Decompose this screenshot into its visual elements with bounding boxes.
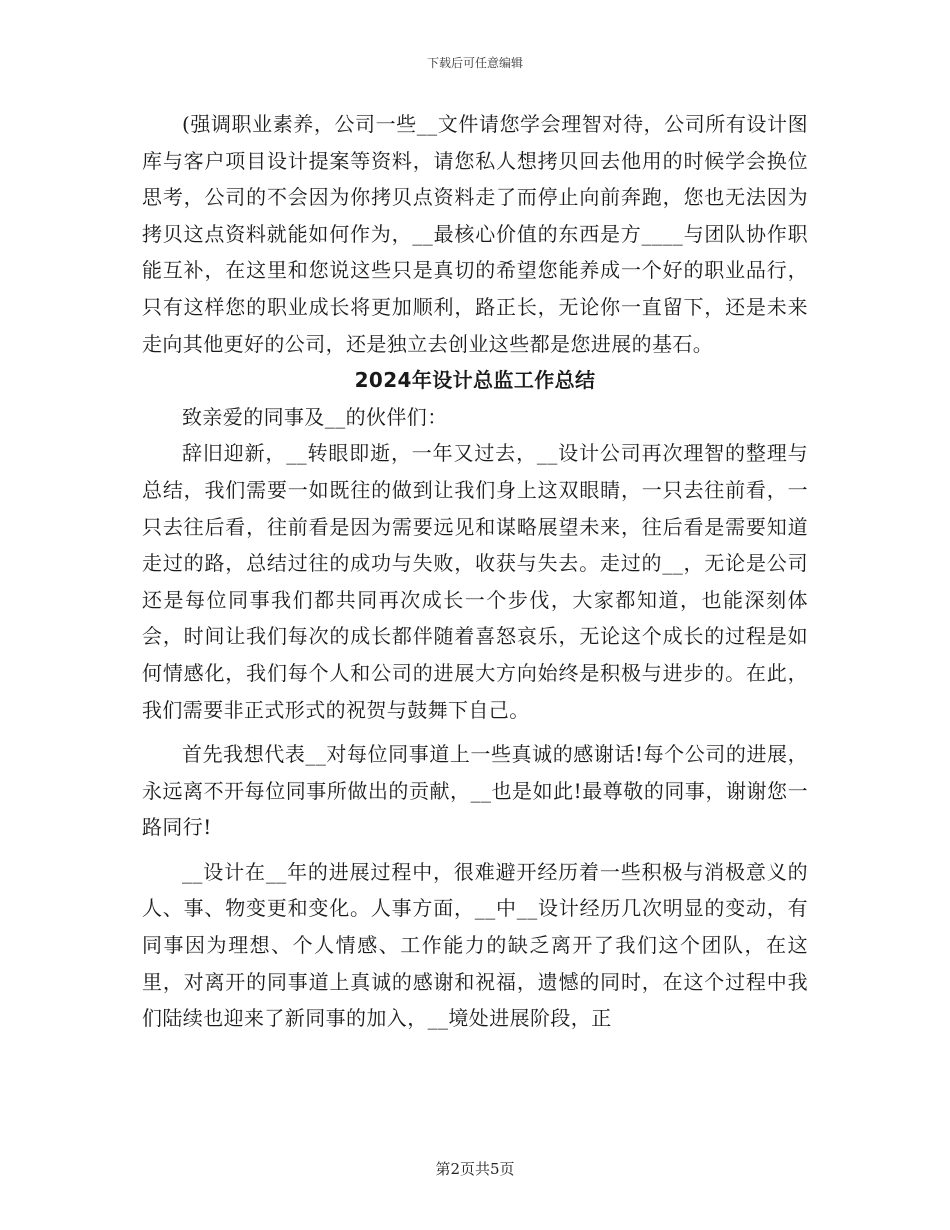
document-body bbox=[142, 106, 808, 1037]
paragraph-greeting: 致亲爱的同事及__的伙伴们： bbox=[182, 404, 448, 429]
paragraph-thanks: 首先我想代表__对每位同事道上一些真诚的感谢话!每个公司的进展，永远离不开每位同事所做出的贡献，__也是如此!最尊敬的同事，谢谢您一路同行! bbox=[142, 742, 808, 840]
paragraph-professional-ethics: (强调职业素养，公司一些__文件请您学会理智对待，公司所有设计图库与客户项目设计提案等资料，请您私人想拷贝回去他用的时候学会换位思考，公司的不会因为你拷贝点资料走了而停止向前奔跑，您也无法因为拷贝这点资料就能如何作为，__最核心价值的东西是方____与团队协作职能互补，在这里和您说这些只是真切的希望您能养成一个好的职业品行，只有这样您的职业成长将更加顺利，路正长，无论你一直留下，还是未来走向其他更好的公司，还是独立去创业这些都是您进展的基石。 bbox=[142, 112, 808, 356]
section-title: 2024年设计总监工作总结 bbox=[354, 368, 596, 393]
paragraph-year-review: 辞旧迎新，__转眼即逝，一年又过去，__设计公司再次理智的整理与总结，我们需要一如既往的做到让我们身上这双眼睛，一只去往前看，一只去往后看，往前看是因为需要远见和谋略展望未来，往后看是需要知道走过的路，总结过往的成功与失败，收获与失去。走过的__，无论是公司还是每位同事我们都共同再次成长一个步伐，大家都知道，也能深刻体会，时间让我们每次的成长都伴随着喜怒哀乐，无论这个成长的过程是如何情感化，我们每个人和公司的进展大方向始终是积极与进步的。在此，我们需要非正式形式的祝贺与鼓舞下自己。 bbox=[142, 441, 808, 722]
page-number: 第2页共5页 bbox=[435, 1160, 515, 1178]
page-header: 下载后可任意编辑 bbox=[426, 56, 523, 70]
paragraph-personnel-changes: __设计在__年的进展过程中，很难避开经历着一些积极与消极意义的人、事、物变更和变化。人事方面，__中__设计经历几次明显的变动，有同事因为理想、个人情感、工作能力的缺乏离开了我们这个团队，在这里，对离开的同事道上真诚的感谢和祝福，遗憾的同时，在这个过程中我们陆续也迎来了新同事的加入，__境处进展阶段，正 bbox=[142, 859, 808, 1031]
